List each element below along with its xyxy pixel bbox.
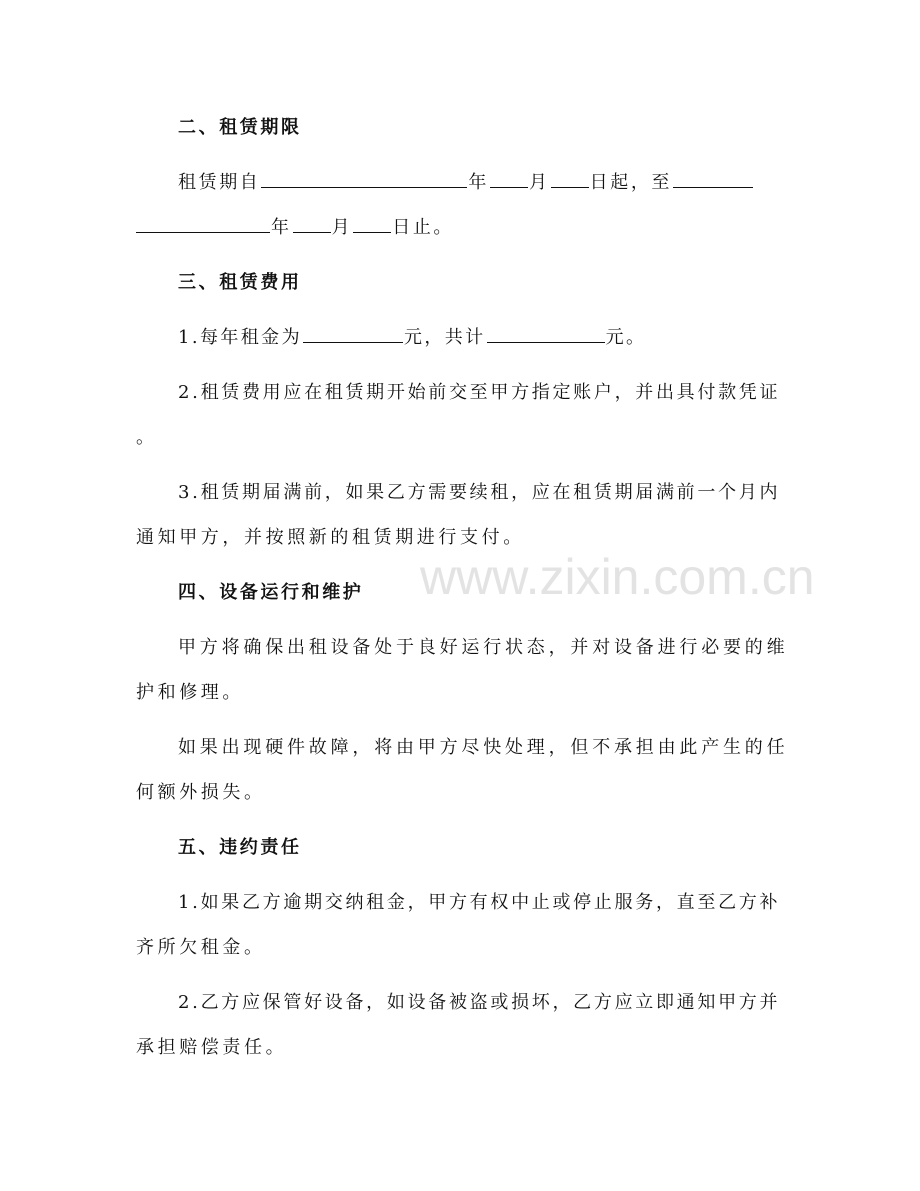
end-day-label: 日止。 [392, 217, 455, 238]
fees-para-2-line-1: 2.租赁费用应在租赁期开始前交至甲方指定账户，并出具付款凭证 [178, 382, 781, 403]
end-month-label: 月 [331, 217, 353, 238]
yuan-text: 元。 [605, 327, 647, 348]
fees-para-2-line-2: 。 [136, 427, 158, 448]
maintenance-para-1-line-1: 甲方将确保出租设备处于良好运行状态，并对设备进行必要的维 [178, 637, 789, 658]
lease-term-line-2 [136, 215, 454, 241]
annual-rent-line [178, 325, 646, 351]
end-year-blank [293, 215, 331, 233]
breach-para-1-line-1: 1.如果乙方逾期交纳租金，甲方有权中止或停止服务，直至乙方补 [178, 892, 781, 913]
breach-para-1-line-2: 齐所欠租金。 [136, 937, 266, 958]
fees-para-3-line-2: 通知甲方，并按照新的租赁期进行支付。 [136, 527, 525, 548]
lease-term-text: 租赁期自 [178, 172, 261, 193]
end-date-blank-part2 [136, 215, 270, 233]
breach-para-2-line-1: 2.乙方应保管好设备，如设备被盗或损坏，乙方应立即通知甲方并 [178, 992, 781, 1013]
fees-para-3-line-1: 3.租赁期届满前，如果乙方需要续租，应在租赁期届满前一个月内 [178, 482, 781, 503]
month-label: 月 [529, 172, 550, 193]
total-text: 元，共计 [403, 327, 486, 348]
annual-rent-text: 1.每年租金为 [178, 327, 302, 348]
annual-rent-blank [303, 325, 403, 343]
watermark: www.zixin.com.cn [420, 549, 815, 605]
start-date-blank [261, 170, 467, 188]
end-date-blank-part1 [673, 170, 753, 188]
breach-para-2-line-2: 承担赔偿责任。 [136, 1037, 288, 1058]
section-heading-breach: 五、违约责任 [178, 837, 302, 858]
total-blank [487, 325, 605, 343]
end-year-label: 年 [271, 217, 292, 238]
end-month-blank [353, 215, 391, 233]
year-label: 年 [468, 172, 490, 193]
section-heading-lease-fees: 三、租赁费用 [178, 272, 302, 293]
day-from-label: 日起，至 [589, 172, 673, 193]
maintenance-para-2-line-1: 如果出现硬件故障，将由甲方尽快处理，但不承担由此产生的任 [178, 737, 789, 758]
lease-term-line-1 [178, 170, 754, 196]
start-year-blank [490, 170, 528, 188]
start-month-blank [551, 170, 589, 188]
maintenance-para-2-line-2: 何额外损失。 [136, 782, 266, 803]
section-heading-maintenance: 四、设备运行和维护 [178, 582, 364, 603]
section-heading-lease-term: 二、租赁期限 [178, 117, 302, 138]
maintenance-para-1-line-2: 护和修理。 [136, 682, 244, 703]
